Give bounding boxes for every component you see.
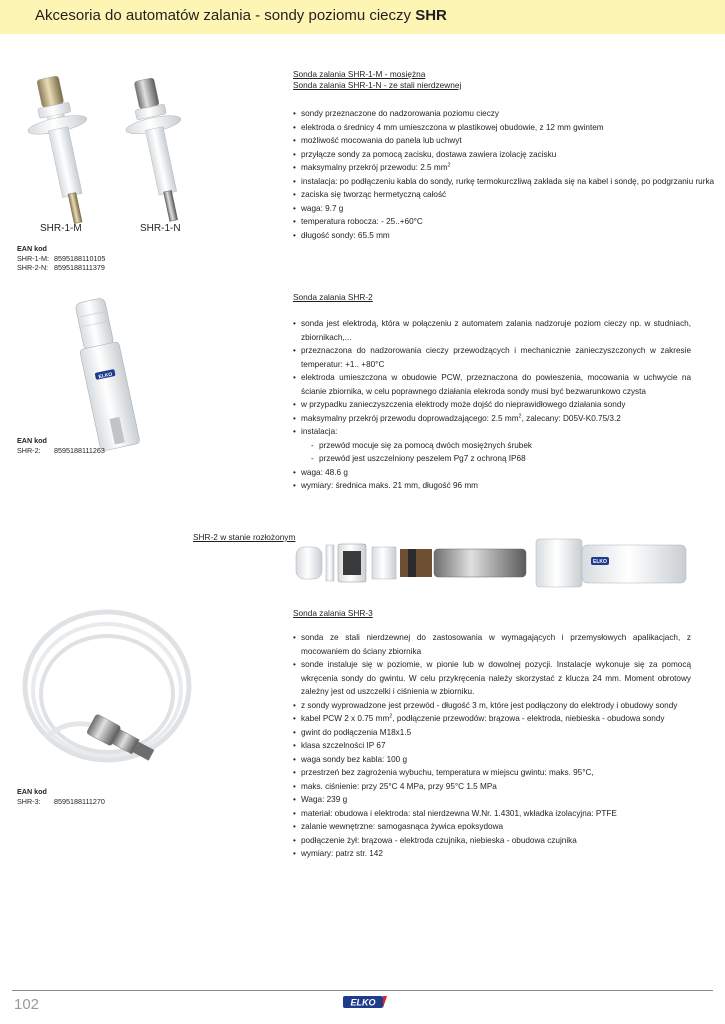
- elko-logo: [343, 995, 387, 1009]
- list-item: • waga: 48.6 g: [293, 466, 691, 480]
- shr2-exploded-image: [296, 535, 688, 591]
- list-item: • podłączenie żył: brązowa - elektroda czujnika, niebieska - obudowa czujnika: [293, 834, 691, 848]
- page-title: Akcesoria do automatów zalania - sondy poziomu cieczy SHR: [35, 7, 447, 24]
- shr1-probes-image: [10, 66, 202, 238]
- list-item: • materiał: obudowa i elektroda: stal nierdzewna W.Nr. 1.4301, wkładka izolacyjna: PTFE: [293, 807, 691, 821]
- list-item: • przestrzeń bez zagrożenia wybuchu, temperatura w miejscu gwintu: maks. 95°C,: [293, 766, 691, 780]
- list-item: • długość sondy: 65.5 mm: [293, 229, 713, 243]
- shr1-title: Sonda zalania SHR-1-M - mosiężna Sonda zalania SHR-1-N - ze stali nierdzewnej: [293, 69, 462, 90]
- list-item: • zaciska się tworząc hermetyczną całość: [293, 188, 713, 202]
- shr2-ean-block: EAN kod SHR-2: 8595188111263: [17, 436, 105, 455]
- list-item: • waga: 9.7 g: [293, 202, 713, 216]
- list-item: • zalanie wewnętrzne: samogasnąca żywica epoksydowa: [293, 820, 691, 834]
- list-item: • sonda jest elektrodą, która w połączeniu z automatem zalania nadzoruje poziom cieczy np. w studniach, zbiornikach,...: [293, 317, 691, 344]
- list-item: • możliwość mocowania do panela lub uchwyt: [293, 134, 713, 148]
- list-item: • temperatura robocza: - 25..+60°C: [293, 215, 713, 229]
- shr2-title: Sonda zalania SHR-2: [293, 292, 373, 302]
- list-item: • elektroda umieszczona w obudowie PCW, przeznaczona do powieszenia, mocowania w uchwycie na ścianie zbiornika, w celu poprawnego działania elekroda sondy musi być bezwarunkowo czysta: [293, 371, 691, 398]
- list-item: - przewód jest uszczelniony peszelem Pg7 z ochroną IP68: [293, 452, 691, 466]
- list-item: • sondy przeznaczone do nadzorowania poziomu cieczy: [293, 107, 713, 121]
- list-item: • instalacja:: [293, 425, 691, 439]
- footer-divider: [12, 990, 713, 991]
- list-item: • z sondy wyprowadzone jest przewód - długość 3 m, które jest podłączony do elektrody i obudowy sondy: [293, 699, 691, 713]
- shr1-ean-block: EAN kod SHR-1-M: 8595188110105 SHR-2-N: 8595188111379: [17, 244, 106, 272]
- list-item: • wymiary: średnica maks. 21 mm, długość 96 mm: [293, 479, 691, 493]
- shr3-specs-list: [293, 631, 691, 861]
- list-item: • klasa szczelności IP 67: [293, 739, 691, 753]
- list-item: • instalacja: po podłączeniu kabla do sondy, rurkę termokurczliwą zakłada się na kabel i sondę, po podgrzaniu rurka: [293, 175, 713, 189]
- list-item: • maksymalny przekrój przewodu doprowadzającego: 2.5 $mm^2$, zalecany: D05V-K0.75/3.2: [293, 412, 691, 426]
- shr3-title: Sonda zalania SHR-3: [293, 608, 373, 618]
- shr-1-m-label: SHR-1-M: [40, 223, 82, 234]
- list-item: • przyłącze sondy za pomocą zacisku, dostawa zawiera izolację zacisku: [293, 148, 713, 162]
- shr1-specs-list: [293, 107, 713, 242]
- shr3-probe-image: [16, 598, 198, 778]
- shr-1-n-label: SHR-1-N: [140, 223, 181, 234]
- list-item: • w przypadku zanieczyszczenia elektrody może dojść do nieprawidłowego działania sondy: [293, 398, 691, 412]
- list-item: • maksymalny przekrój przewodu: 2.5 $mm^2$: [293, 161, 713, 175]
- svg-text:ELKO: ELKO: [98, 371, 113, 381]
- svg-text:ELKO: ELKO: [593, 559, 607, 565]
- list-item: • sonde instaluje się w poziomie, w pionie lub w dowolnej pozycji. Instalacje wykonuje się za pomocą wkręcenia sondy do gwintu. W celu przykręcenia należy skorzystać z klucza 24 mm. Moment obrotowy zależny jest od uszczelki i ciśnienia w zbiorniku.: [293, 658, 691, 699]
- list-item: • wymiary: patrz str. 142: [293, 847, 691, 861]
- shr2-specs-list: [293, 317, 691, 493]
- list-item: • maks. ciśnienie: przy 25°C 4 MPa, przy 95°C 1.5 MPa: [293, 780, 691, 794]
- list-item: • sonda ze stali nierdzewnej do zastosowania w wymagających i przemysłowych apalikacjach, z mocowaniem do ściany zbiornika: [293, 631, 691, 658]
- list-item: • kabel PCW 2 x 0.75 $mm^2$, podłączenie przewodów: brązowa - elektroda, niebieska - obudowa sondy: [293, 712, 691, 726]
- page-number: 102: [14, 996, 40, 1013]
- list-item: • Waga: 239 g: [293, 793, 691, 807]
- list-item: • elektroda o średnicy 4 mm umieszczona w plastikowej obudowie, z 12 mm gwintem: [293, 121, 713, 135]
- shr3-ean-block: EAN kod SHR-3: 8595188111270: [17, 787, 105, 806]
- svg-text:ELKO: ELKO: [350, 997, 376, 1008]
- page-header: [0, 0, 725, 34]
- list-item: - przewód mocuje się za pomocą dwóch mosiężnych śrubek: [293, 439, 691, 453]
- list-item: • gwint do podłączenia M18x1.5: [293, 726, 691, 740]
- shr2-exploded-caption: SHR-2 w stanie rozłożonym: [193, 532, 296, 542]
- list-item: • waga sondy bez kabla: 100 g: [293, 753, 691, 767]
- list-item: • przeznaczona do nadzorowania cieczy przewodzących i mechanicznie zanieczyszczonych w zakresie temperatur: +1.. +80°C: [293, 344, 691, 371]
